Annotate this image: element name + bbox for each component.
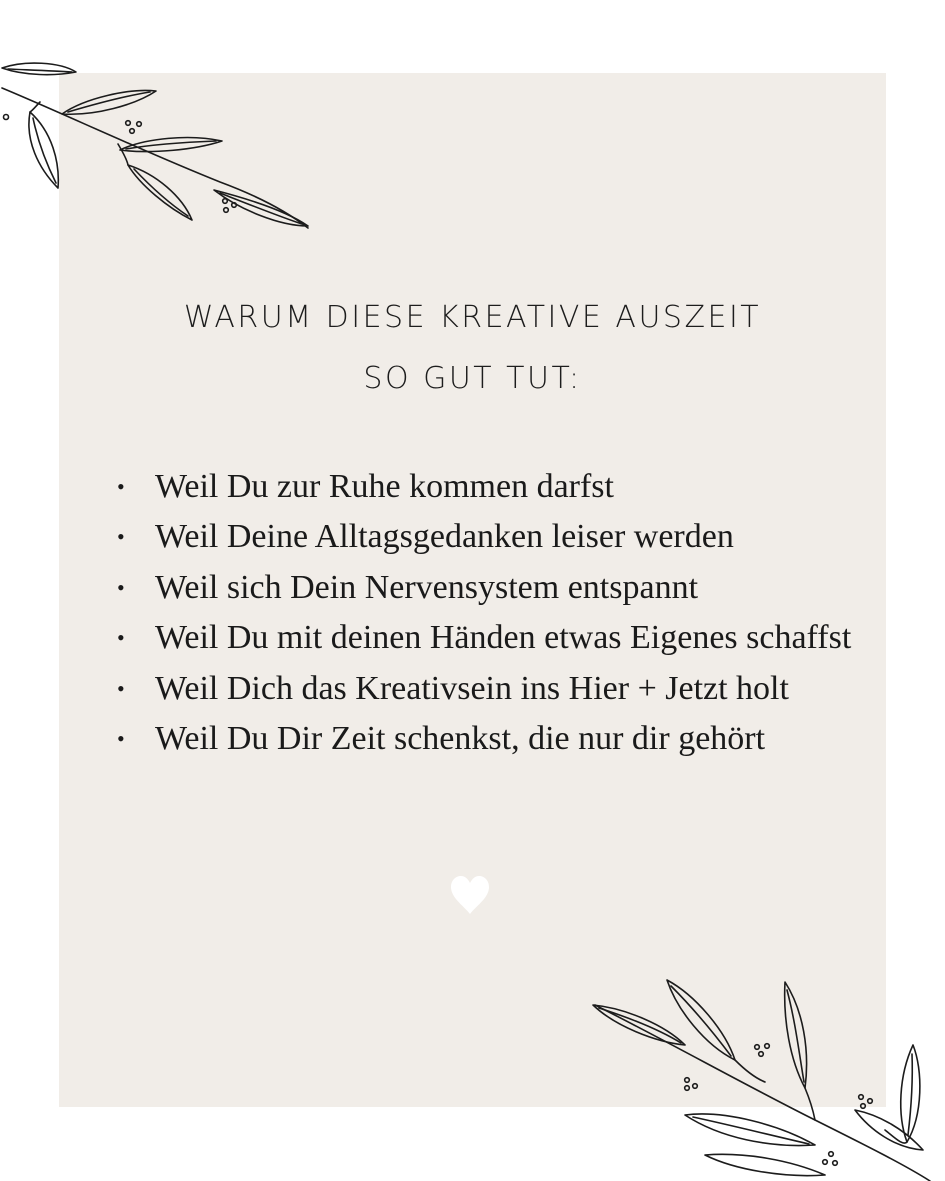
heading-line-2: SO GUT TUT: <box>363 361 582 396</box>
heart-icon <box>450 876 490 916</box>
list-item <box>117 664 851 714</box>
list-item <box>117 462 851 512</box>
list-item <box>117 613 851 663</box>
list-item-text: Weil Dich das Kreativsein ins Hier + Jetzt holt <box>155 669 789 707</box>
list-item-text: Weil Du mit deinen Händen etwas Eigenes schaffst <box>155 619 852 657</box>
list-item <box>117 563 851 613</box>
list-item-text: Weil Deine Alltagsgedanken leiser werden <box>155 518 734 556</box>
list-item-text: Weil Du zur Ruhe kommen darfst <box>155 468 614 505</box>
bullet-icon: • <box>117 675 125 701</box>
leaf-branch-icon <box>0 50 320 240</box>
list-item <box>117 714 851 764</box>
bullet-icon: • <box>117 726 125 752</box>
list-item-text: Weil sich Dein Nervensystem entspannt <box>155 568 699 606</box>
bullet-icon: • <box>117 524 125 550</box>
bullet-icon: • <box>117 625 125 651</box>
list-item <box>117 512 851 562</box>
bullet-icon: • <box>117 574 125 600</box>
list-item-text: Weil Du Dir Zeit schenkst, die nur dir gehört <box>155 720 766 758</box>
bullet-icon: • <box>117 474 125 499</box>
reasons-list <box>117 462 851 764</box>
heading-line-1: WARUM DIESE KREATIVE AUSZEIT <box>183 300 762 335</box>
leaf-branch-icon <box>585 970 945 1181</box>
